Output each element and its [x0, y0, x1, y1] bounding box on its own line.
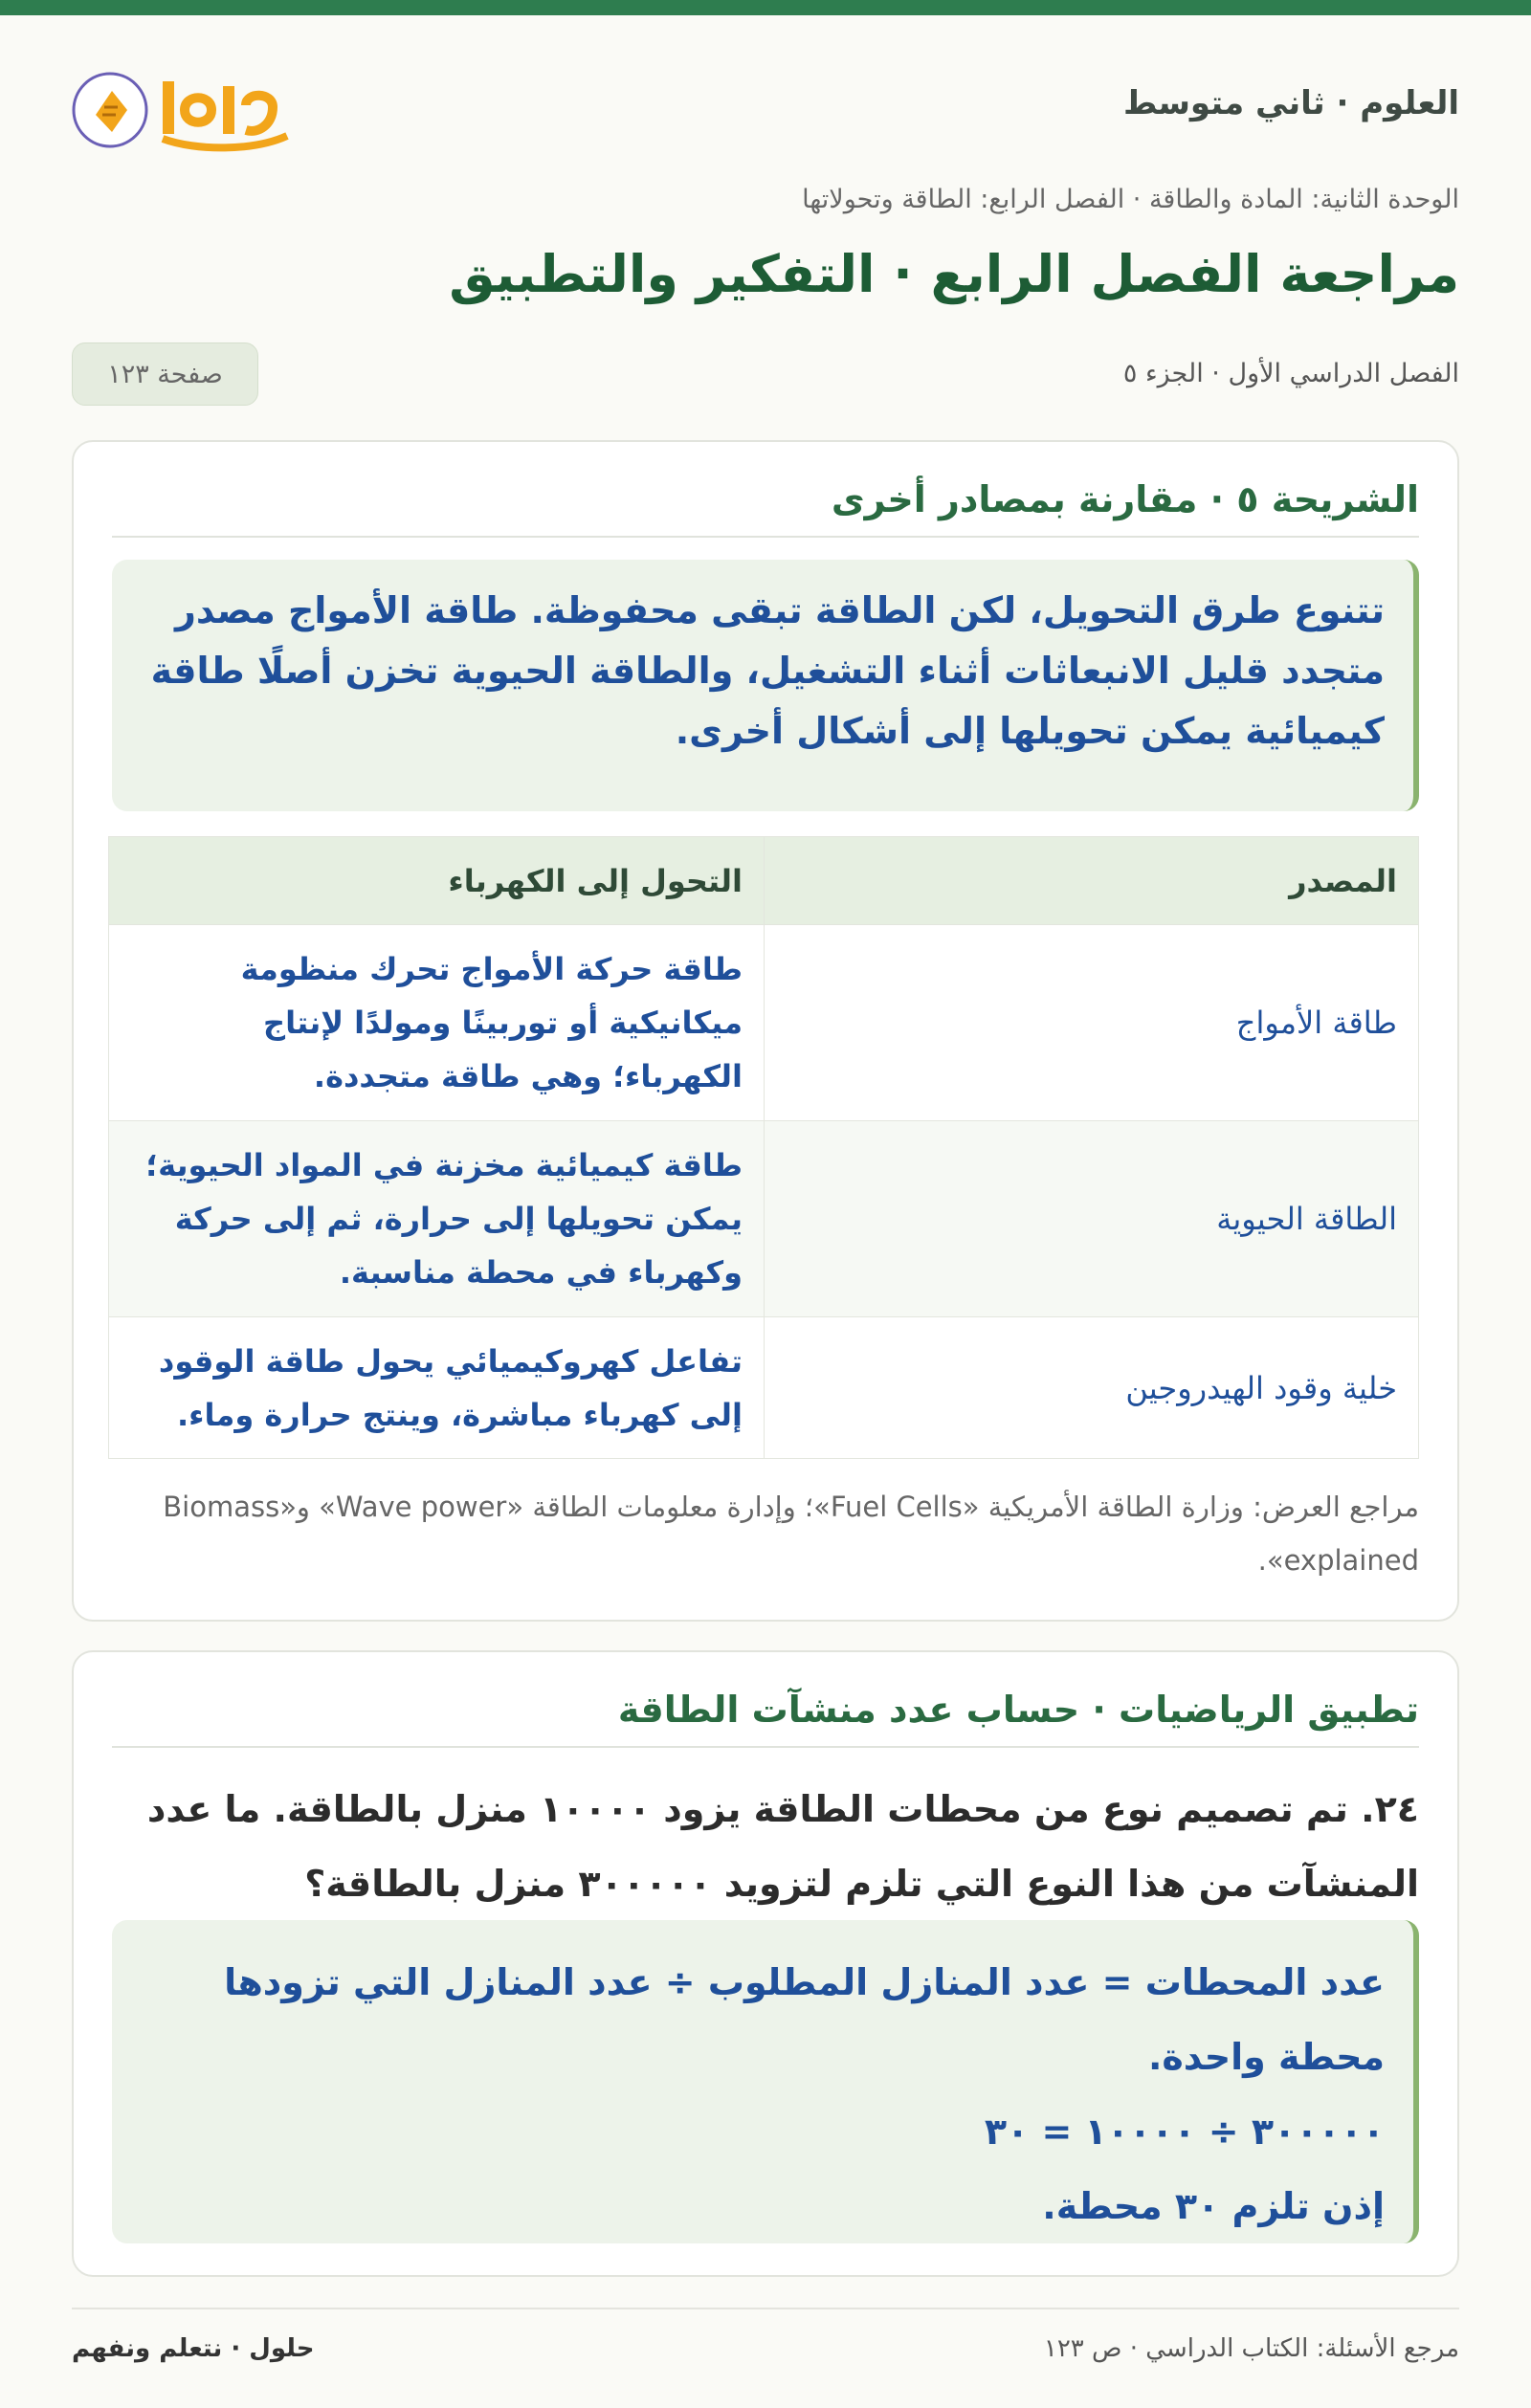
ref-wave-power: Wave power — [335, 1491, 507, 1523]
slide-references — [112, 1480, 1419, 1587]
refs-text: ». — [1257, 1544, 1284, 1577]
ref-biomass: Biomass explained — [163, 1491, 1419, 1577]
question-24: ٢٤. تم تصميم نوع من محطات الطاقة يزود ١٠٠٠٠ منزل بالطاقة. ما عدد المنشآت من هذا النوع التي تلزم لتزويد ٣٠٠٠٠٠ منزل بالطاقة؟ — [146, 1788, 1419, 1905]
table-cell-conversion: تفاعل كهروكيميائي يحول طاقة الوقود إلى كهرباء مباشرة، وينتج حرارة وماء. — [109, 1317, 765, 1459]
breadcrumb: الوحدة الثانية: المادة والطاقة · الفصل الرابع: الطاقة وتحولاتها — [802, 185, 1459, 214]
brand-logo — [72, 57, 321, 163]
table-row — [109, 1121, 1419, 1317]
refs-text: » و« — [279, 1491, 336, 1523]
table-header: المصدر — [765, 837, 1419, 925]
table-cell-source: خلية وقود الهيدروجين — [765, 1317, 1419, 1459]
math-title: تطبيق الرياضيات · حساب عدد منشآت الطاقة — [617, 1689, 1419, 1731]
solution-box — [112, 1920, 1419, 2243]
page-number-badge: صفحة ١٢٣ — [72, 342, 258, 406]
solution-calculation: ٣٠٠٠٠٠ ÷ ١٠٠٠٠ = ٣٠ — [984, 2110, 1385, 2153]
ref-fuel-cells: Fuel Cells — [830, 1491, 963, 1523]
table-cell-source: الطاقة الحيوية — [765, 1121, 1419, 1317]
slide-title: الشريحة ٥ · مقارنة بمصادر أخرى — [831, 478, 1419, 520]
footer-brand: حلول · نتعلم ونفهم — [72, 2334, 315, 2363]
table-row — [109, 925, 1419, 1121]
refs-text: مراجع العرض: وزارة الطاقة الأمريكية « — [962, 1491, 1419, 1523]
table-header: التحول إلى الكهرباء — [109, 837, 765, 925]
slide-card — [72, 440, 1459, 1622]
divider — [112, 1746, 1419, 1748]
subject-label: العلوم · ثاني متوسط — [1123, 84, 1459, 122]
slide-note: تتنوع طرق التحويل، لكن الطاقة تبقى محفوظة. طاقة الأمواج مصدر متجدد قليل الانبعاثات أثناء التشغيل، والطاقة الحيوية تخزن أصلًا طاقة كيميائية يمكن تحويلها إلى أشكال أخرى. — [112, 560, 1419, 811]
divider — [112, 536, 1419, 538]
page-header — [72, 57, 1459, 163]
comparison-table — [108, 836, 1419, 1459]
page-title: مراجعة الفصل الرابع · التفكير والتطبيق — [449, 244, 1459, 304]
table-header-row — [109, 837, 1419, 925]
table-cell-source: طاقة الأمواج — [765, 925, 1419, 1121]
footer-reference: مرجع الأسئلة: الكتاب الدراسي · ص ١٢٣ — [1043, 2334, 1459, 2363]
table-row — [109, 1317, 1419, 1459]
math-card — [72, 1650, 1459, 2277]
logo-icon — [72, 57, 321, 163]
solution-answer: إذن تلزم ٣٠ محطة. — [1042, 2185, 1385, 2227]
semester-label: الفصل الدراسي الأول · الجزء ٥ — [1122, 359, 1459, 388]
refs-text: »؛ وإدارة معلومات الطاقة « — [506, 1491, 831, 1523]
top-accent-bar — [0, 0, 1531, 15]
table-cell-conversion: طاقة كيميائية مخزنة في المواد الحيوية؛ يمكن تحويلها إلى حرارة، ثم إلى حركة وكهرباء في محطة مناسبة. — [109, 1121, 765, 1317]
footer-divider — [72, 2308, 1459, 2309]
table-cell-conversion: طاقة حركة الأمواج تحرك منظومة ميكانيكية أو توربينًا ومولدًا لإنتاج الكهرباء؛ وهي طاقة متجددة. — [109, 925, 765, 1121]
solution-formula: عدد المحطات = عدد المنازل المطلوب ÷ عدد المنازل التي تزودها محطة واحدة. — [224, 1961, 1385, 2078]
